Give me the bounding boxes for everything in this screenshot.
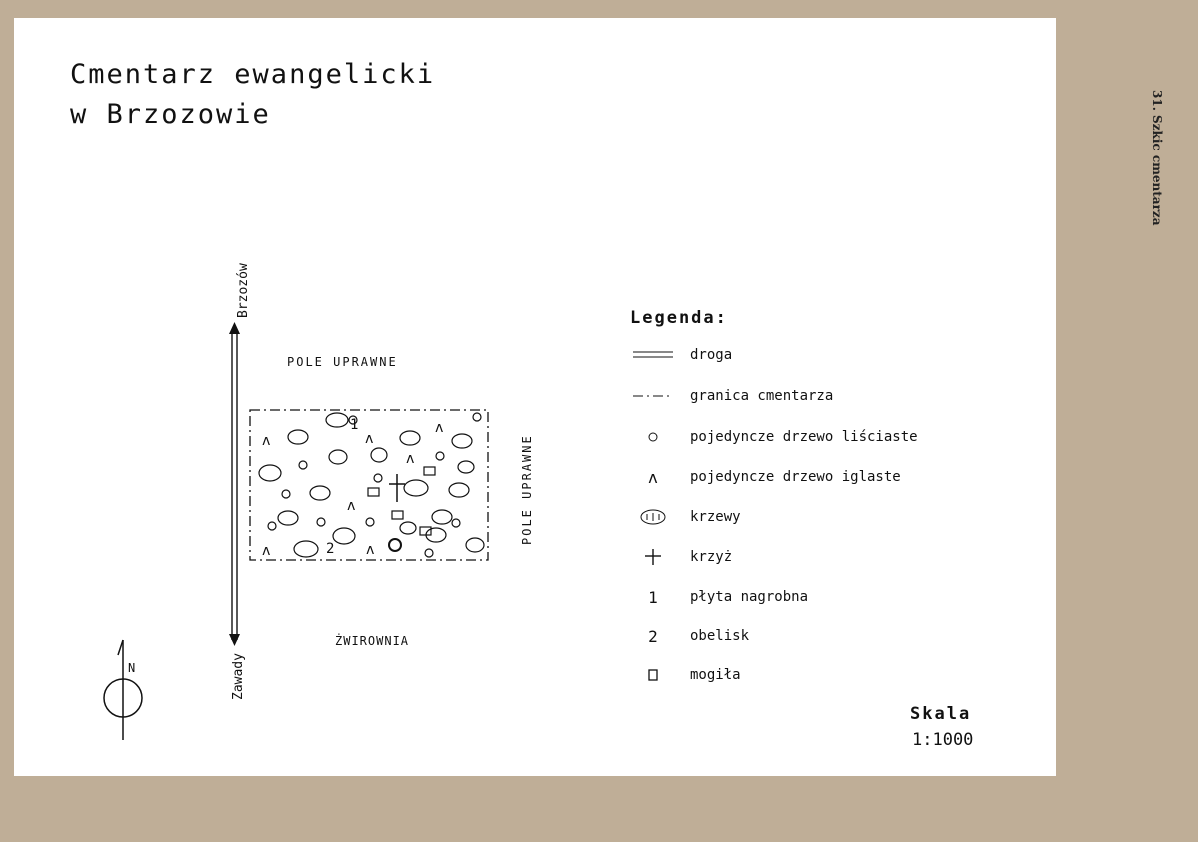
field-label-top: POLE UPRAWNE (287, 355, 398, 369)
legend-label: pojedyncze drzewo liściaste (690, 429, 918, 445)
shrub (400, 431, 420, 445)
shrub (278, 511, 298, 525)
field-label-right: POLE UPRAWNE (520, 434, 534, 545)
legend-label: granica cmentarza (690, 388, 834, 404)
cross-icon (630, 548, 676, 566)
legend-item-tombstone (630, 585, 808, 609)
shrub (310, 486, 330, 500)
road-arrow-south (229, 634, 240, 646)
conifer-tree: ʌ (435, 420, 444, 436)
shrub (449, 483, 469, 497)
deciduous-tree (366, 518, 374, 526)
cross-icon (389, 474, 405, 502)
conifer-tree: ʌ (406, 451, 415, 467)
legend-item-deciduous (630, 425, 918, 449)
obelisk-symbol: 2 (648, 626, 658, 646)
shrub (404, 480, 428, 496)
shrub (389, 539, 401, 551)
shrub (288, 430, 308, 444)
title-line-1: Cmentarz ewangelicki (70, 59, 436, 90)
legend-label: krzewy (690, 509, 741, 525)
conifer-tree: ʌ (262, 543, 271, 559)
road-arrow-north (229, 322, 240, 334)
legend-label: krzyż (690, 549, 733, 565)
deciduous-trees (268, 413, 481, 557)
deciduous-tree (282, 490, 290, 498)
legend-label: mogiła (690, 667, 741, 683)
legend-label: droga (690, 347, 733, 363)
deciduous-tree (317, 518, 325, 526)
shrub (371, 448, 387, 462)
obelisk-mark: 2 (326, 541, 335, 557)
deciduous-tree (436, 452, 444, 460)
north-arrow-icon (104, 640, 142, 740)
grave (392, 511, 403, 519)
shrub-icon (630, 509, 676, 525)
legend-item-grave (630, 663, 741, 687)
legend-title: Legenda: (630, 308, 728, 328)
shrub (333, 528, 355, 544)
legend-item-road (630, 343, 732, 367)
conifer-tree: ʌ (365, 431, 374, 447)
scale-value: 1:1000 (912, 730, 974, 750)
conifer-tree: ʌ (262, 433, 271, 449)
deciduous-tree (473, 413, 481, 421)
shrub (259, 465, 281, 481)
shrub (458, 461, 474, 473)
shrub (294, 541, 318, 557)
deciduous-tree (374, 474, 382, 482)
legend-label: pojedyncze drzewo iglaste (690, 469, 901, 485)
gravel-pit-label: ŻWIROWNIA (335, 634, 410, 648)
conifer-tree: ʌ (347, 498, 356, 514)
tombstone-symbol: 1 (648, 587, 658, 607)
scale-title: Skala (910, 704, 972, 724)
road-label-south: Zawady (231, 653, 246, 700)
conifer-tree: ʌ (366, 542, 375, 558)
grave (420, 527, 431, 535)
legend-item-obelisk (630, 624, 749, 648)
legend-item-conifer (630, 465, 901, 489)
deciduous-tree (268, 522, 276, 530)
road (229, 322, 240, 646)
legend-label: płyta nagrobna (690, 589, 809, 605)
conifer-icon: ʌ (648, 467, 658, 487)
deciduous-tree (299, 461, 307, 469)
square-icon (630, 668, 676, 682)
legend-item-cross (630, 545, 732, 569)
shrub (326, 413, 348, 427)
north-label: N (128, 661, 136, 675)
shrub (329, 450, 347, 464)
shrub (466, 538, 484, 552)
title-line-2: w Brzozowie (70, 99, 271, 130)
deciduous-tree (452, 519, 460, 527)
shrub (400, 522, 416, 534)
circle-icon (630, 430, 676, 444)
shrub (452, 434, 472, 448)
legend-label: obelisk (690, 628, 750, 644)
shrub (432, 510, 452, 524)
road-label-north: Brzozów (236, 263, 251, 318)
deciduous-tree (425, 549, 433, 557)
tombstone-mark: 1 (350, 417, 359, 433)
legend-item-shrubs (630, 505, 741, 529)
double-line-icon (630, 350, 676, 360)
grave (424, 467, 435, 475)
side-caption: 31. Szkic cmentarza (1150, 90, 1164, 226)
legend-item-boundary (630, 384, 833, 408)
dash-dot-icon (630, 391, 676, 401)
grave (368, 488, 379, 496)
